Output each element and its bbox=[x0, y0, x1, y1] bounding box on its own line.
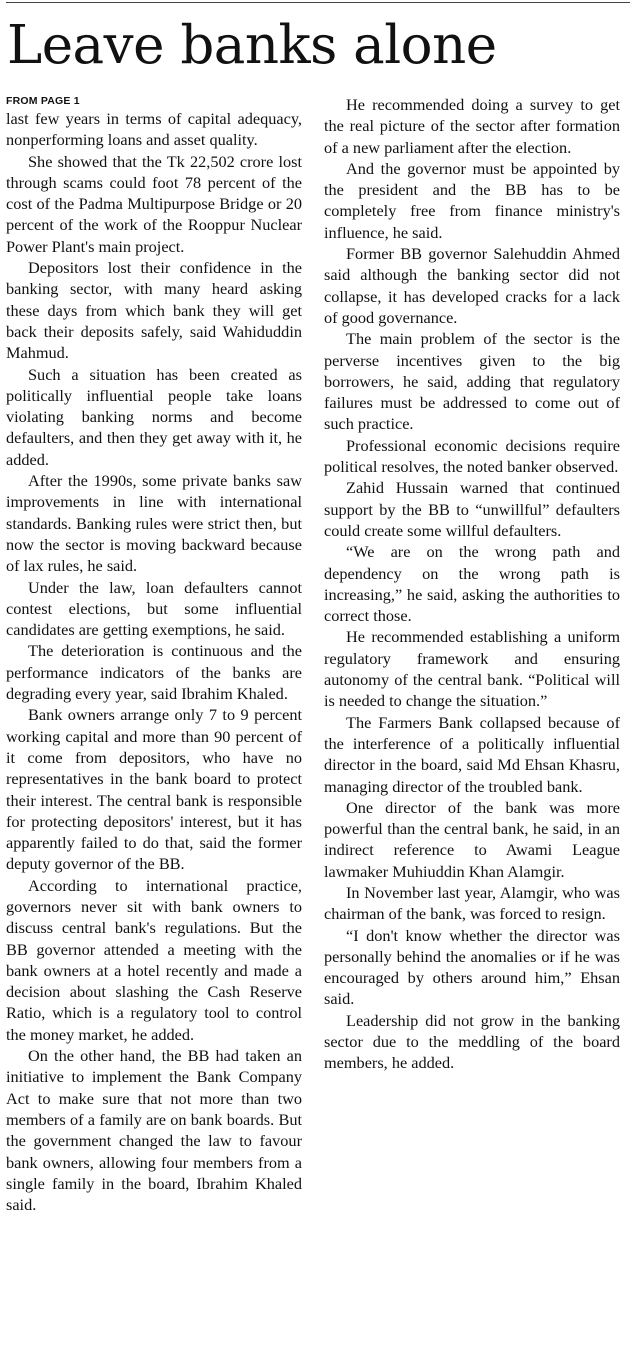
paragraph: Such a situation has been created as politically influential people take loans violating banking norms and become defaulters, and then they get away with it, he added. bbox=[6, 364, 302, 469]
paragraph: She showed that the Tk 22,502 crore lost through scams could foot 78 percent of the cost of the Padma Multipurpose Bridge or 20 percent of the work of the Rooppur Nuclear Power Plant's main project. bbox=[6, 151, 302, 256]
continuation-kicker: FROM PAGE 1 bbox=[6, 95, 80, 107]
right-column bbox=[324, 94, 620, 1074]
paragraph: Former BB governor Salehuddin Ahmed said although the banking sector did not collapse, it has developed cracks for a lack of good governance. bbox=[324, 244, 620, 327]
paragraph: “We are on the wrong path and dependency on the wrong path is increasing,” he said, asking the authorities to correct those. bbox=[324, 542, 620, 626]
paragraph: Zahid Hussain warned that continued support by the BB to “unwillful” defaulters could create some willful defaulters. bbox=[324, 478, 620, 540]
paragraph: In November last year, Alamgir, who was chairman of the bank, was forced to resign. bbox=[324, 882, 620, 924]
left-column bbox=[6, 94, 302, 1215]
paragraph: last few years in terms of capital adequacy, nonperforming loans and asset quality. bbox=[6, 109, 302, 150]
paragraph: Bank owners arrange only 7 to 9 percent working capital and more than 90 percent of it come from depositors, who have no representatives in the bank board to protect their interest. The central bank is responsible for protecting depositors' interest, but it has apparently failed to do that, said the former deputy governor of the BB. bbox=[6, 705, 302, 874]
paragraph: On the other hand, the BB had taken an initiative to implement the Bank Company Act to make sure that not more than two members of a family are on bank boards. But the government changed the law to favour bank owners, allowing four members from a single family in the board, Ibrahim Khaled said. bbox=[6, 1046, 302, 1215]
paragraph: Leadership did not grow in the banking sector due to the meddling of the board members, he added. bbox=[324, 1010, 620, 1073]
paragraph: Depositors lost their confidence in the banking sector, with many heard asking these days from which bank they will get back their deposits safely, said Wahiduddin Mahmud. bbox=[6, 258, 302, 363]
paragraph: He recommended doing a survey to get the real picture of the sector after formation of a new parliament after the election. bbox=[324, 95, 620, 157]
paragraph: The main problem of the sector is the perverse incentives given to the big borrowers, he said, adding that regulatory failures must be addressed to come out of such practice. bbox=[324, 329, 620, 434]
paragraph: And the governor must be appointed by the president and the BB has to be completely free from finance ministry's influence, he said. bbox=[324, 158, 620, 242]
paragraph: He recommended establishing a uniform regulatory framework and ensuring autonomy of the central bank. “Political will is needed to change the situation.” bbox=[324, 627, 620, 711]
paragraph: Professional economic decisions require political resolves, the noted banker observed. bbox=[324, 435, 620, 477]
paragraph: Under the law, loan defaulters cannot contest elections, but some influential candidates are getting exemptions, he said. bbox=[6, 577, 302, 640]
paragraph: The Farmers Bank collapsed because of the interference of a politically influential director in the board, said Md Ehsan Khasru, managing director of the troubled bank. bbox=[324, 712, 620, 796]
headline: Leave banks alone bbox=[7, 15, 497, 76]
paragraph: “I don't know whether the director was personally behind the anomalies or if he was encouraged by others around him,” Ehsan said. bbox=[324, 925, 620, 1009]
paragraph: After the 1990s, some private banks saw improvements in line with international standards. Banking rules were strict then, but now the sector is moving backward because of lax rules, he said. bbox=[6, 471, 302, 576]
paragraph: One director of the bank was more powerful than the central bank, he said, in an indirect reference to Awami League lawmaker Muhiuddin Khan Alamgir. bbox=[324, 797, 620, 881]
top-rule bbox=[6, 2, 630, 3]
paragraph: According to international practice, governors never sit with bank owners to discuss central bank's regulations. But the BB governor attended a meeting with the bank owners at a hotel recently and made a decision about slashing the Cash Reserve Ratio, which is a regulatory tool to control the money market, he added. bbox=[6, 875, 302, 1044]
paragraph: The deterioration is continuous and the performance indicators of the banks are degrading every year, said Ibrahim Khaled. bbox=[6, 641, 302, 704]
